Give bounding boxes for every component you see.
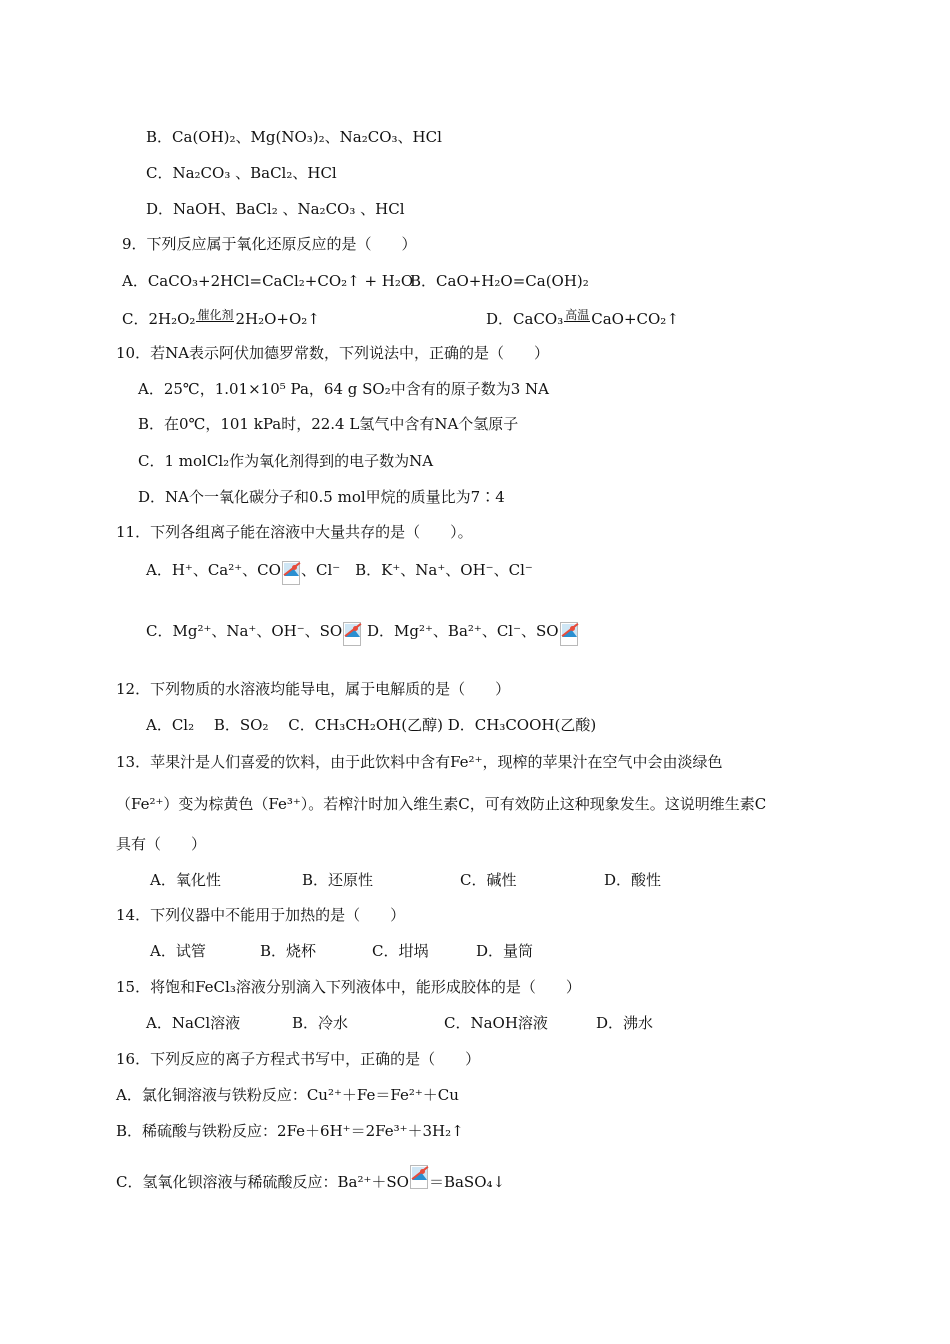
q15-stem: 15．将饱和FeCl₃溶液分别滴入下列液体中，能形成胶体的是（ ） bbox=[116, 978, 581, 996]
q11-stem: 11．下列各组离子能在溶液中大量共存的是（ ）。 bbox=[116, 523, 473, 541]
q15-option-a: A．NaCl溶液 bbox=[146, 1014, 241, 1032]
q13-stem-line3: 具有（ ） bbox=[116, 835, 207, 853]
q10-option-a: A．25℃，1.01×10⁵ Pa，64 g SO₂中含有的原子数为3 NA bbox=[138, 380, 549, 398]
broken-image-icon bbox=[343, 622, 361, 646]
q9-c-reactant: C．2H₂O₂ bbox=[122, 310, 196, 328]
q9-d-reactant: D．CaCO₃ bbox=[486, 310, 564, 328]
q16-option-c bbox=[116, 1165, 505, 1192]
q13-option-b: B．还原性 bbox=[302, 871, 374, 889]
q13-stem-line1: 13．苹果汁是人们喜爱的饮料，由于此饮料中含有Fe²⁺，现榨的苹果汁在空气中会由淡绿色 bbox=[116, 753, 723, 771]
q11-option-a-text: A．H⁺、Ca²⁺、CO bbox=[146, 561, 281, 579]
q12-options: A．Cl₂ B．SO₂ C．CH₃CH₂OH(乙醇) D．CH₃COOH(乙酸) bbox=[146, 716, 597, 734]
q16-option-c-product: ＝BaSO₄↓ bbox=[428, 1173, 506, 1191]
q9-d-condition: 高温 bbox=[565, 308, 590, 322]
q9-d-product: CaO+CO₂↑ bbox=[591, 310, 679, 328]
q14-option-c: C．坩埚 bbox=[372, 942, 429, 960]
broken-image-icon bbox=[282, 561, 300, 585]
q8-option-d: D．NaOH、BaCl₂ 、Na₂CO₃ 、HCl bbox=[146, 200, 405, 218]
q10-stem: 10．若NA表示阿伏加德罗常数，下列说法中，正确的是（ ） bbox=[116, 344, 550, 362]
q9-option-d bbox=[486, 309, 679, 329]
q8-option-c: C．Na₂CO₃ 、BaCl₂、HCl bbox=[146, 164, 337, 182]
q10-option-d: D．NA个一氧化碳分子和0.5 mol甲烷的质量比为7∶4 bbox=[138, 488, 505, 506]
broken-image-icon bbox=[410, 1165, 428, 1189]
q10-option-b: B．在0℃，101 kPa时，22.4 L氢气中含有NA个氢原子 bbox=[138, 415, 519, 433]
q11-option-b-text: 、Cl⁻ B．K⁺、Na⁺、OH⁻、Cl⁻ bbox=[300, 561, 533, 579]
q16-stem: 16．下列反应的离子方程式书写中，正确的是（ ） bbox=[116, 1050, 481, 1068]
q15-option-b: B．冷水 bbox=[292, 1014, 349, 1032]
q11-options-line1 bbox=[146, 560, 533, 585]
q12-stem: 12．下列物质的水溶液均能导电，属于电解质的是（ ） bbox=[116, 680, 511, 698]
q13-option-a: A．氧化性 bbox=[150, 871, 221, 889]
q16-option-b: B．稀硫酸与铁粉反应：2Fe＋6H⁺＝2Fe³⁺＋3H₂↑ bbox=[116, 1122, 464, 1140]
q14-option-a: A．试管 bbox=[150, 942, 206, 960]
q9-option-a: A．CaCO₃+2HCl=CaCl₂+CO₂↑ + H₂O bbox=[122, 272, 414, 290]
q14-option-b: B．烧杯 bbox=[260, 942, 317, 960]
q15-option-d: D．沸水 bbox=[596, 1014, 654, 1032]
q11-option-c-text: C．Mg²⁺、Na⁺、OH⁻、SO bbox=[146, 622, 343, 640]
broken-image-icon bbox=[560, 622, 578, 646]
q9-option-c bbox=[122, 309, 320, 329]
q15-option-c: C．NaOH溶液 bbox=[444, 1014, 548, 1032]
q16-option-a: A．氯化铜溶液与铁粉反应：Cu²⁺＋Fe＝Fe²⁺＋Cu bbox=[116, 1086, 459, 1104]
q14-option-d: D．量筒 bbox=[476, 942, 534, 960]
q13-option-c: C．碱性 bbox=[460, 871, 517, 889]
q10-option-c: C．1 molCl₂作为氧化剂得到的电子数为NA bbox=[138, 452, 434, 470]
q9-option-b: B．CaO+H₂O=Ca(OH)₂ bbox=[410, 272, 589, 290]
q13-option-d: D．酸性 bbox=[604, 871, 662, 889]
q8-option-b: B．Ca(OH)₂、Mg(NO₃)₂、Na₂CO₃、HCl bbox=[146, 128, 442, 146]
q16-option-c-text: C．氢氧化钡溶液与稀硫酸反应：Ba²⁺＋SO bbox=[116, 1173, 409, 1191]
q14-stem: 14．下列仪器中不能用于加热的是（ ） bbox=[116, 906, 406, 924]
q9-stem: 9．下列反应属于氧化还原反应的是（ ） bbox=[122, 235, 417, 253]
q13-stem-line2: （Fe²⁺）变为棕黄色（Fe³⁺）。若榨汁时加入维生素C，可有效防止这种现象发生。这说明维生素C bbox=[116, 795, 767, 813]
q9-c-product: 2H₂O+O₂↑ bbox=[235, 310, 320, 328]
q11-option-d-text: D．Mg²⁺、Ba²⁺、Cl⁻、SO bbox=[367, 622, 559, 640]
q11-options-line2 bbox=[146, 621, 579, 646]
q9-c-condition: 催化剂 bbox=[197, 308, 234, 322]
